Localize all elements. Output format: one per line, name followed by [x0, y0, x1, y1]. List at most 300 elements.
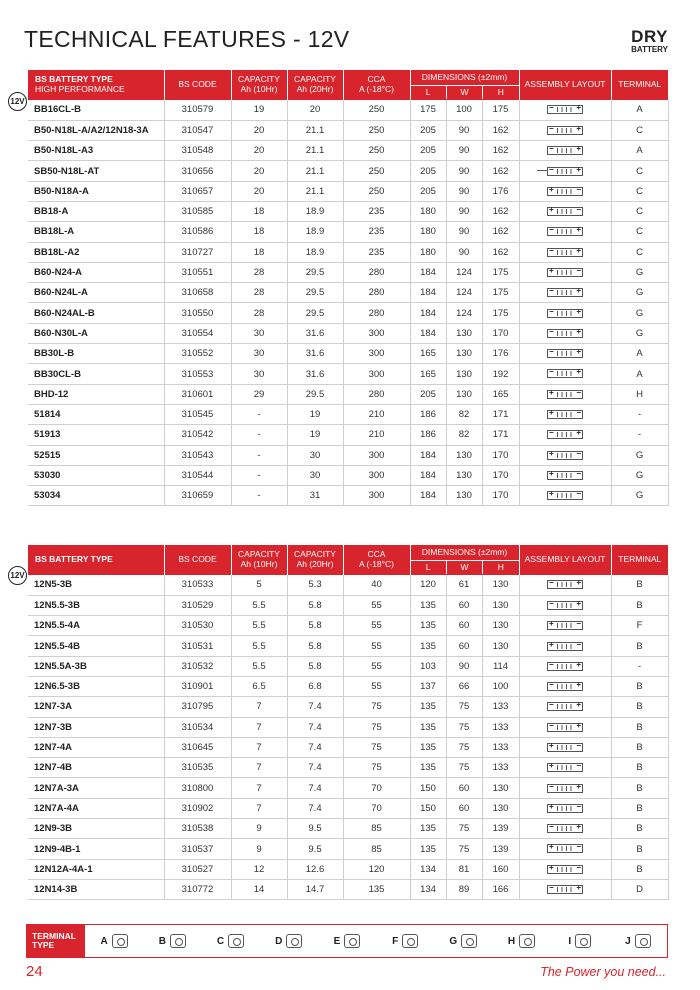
- terminal-letter: B: [158, 935, 166, 947]
- bs-code: 310656: [164, 161, 231, 181]
- capacity-20hr: 5.8: [287, 616, 343, 636]
- capacity-10hr: -: [231, 445, 287, 465]
- cca: 300: [343, 323, 410, 343]
- bs-code: 310530: [164, 616, 231, 636]
- dim-w: 82: [446, 425, 482, 445]
- battery-layout-icon: + −: [549, 184, 582, 194]
- dim-h: 130: [482, 798, 519, 818]
- capacity-20hr: 31: [287, 486, 343, 506]
- dim-w: 90: [446, 201, 482, 221]
- bs-code: 310902: [164, 798, 231, 818]
- dim-l: 165: [410, 364, 446, 384]
- dim-h: 130: [482, 778, 519, 798]
- col-dimensions: DIMENSIONS (±2mm) L W H: [410, 545, 519, 575]
- battery-type: B60-N24L-A: [28, 283, 164, 303]
- capacity-10hr: 5: [231, 575, 287, 595]
- cca: 55: [343, 656, 410, 676]
- cca: 250: [343, 181, 410, 201]
- capacity-10hr: 30: [231, 364, 287, 384]
- dim-w: 60: [446, 778, 482, 798]
- capacity-20hr: 5.8: [287, 636, 343, 656]
- dim-l: 205: [410, 141, 446, 161]
- assembly-layout: [519, 161, 611, 181]
- terminal-type: F: [611, 616, 668, 636]
- dim-w: 130: [446, 364, 482, 384]
- terminal-type: -: [611, 404, 668, 424]
- capacity-10hr: 5.5: [231, 636, 287, 656]
- dim-l: 120: [410, 575, 446, 595]
- table-row: [28, 201, 668, 221]
- assembly-layout: [519, 798, 611, 818]
- table-row: [28, 283, 668, 303]
- assembly-layout: [519, 778, 611, 798]
- bs-code: 310586: [164, 222, 231, 242]
- terminal-type: B: [611, 798, 668, 818]
- dim-h: 175: [482, 100, 519, 120]
- assembly-layout: [519, 283, 611, 303]
- table-row: [28, 120, 668, 140]
- terminal-type: C: [611, 222, 668, 242]
- battery-type: 12N5.5-4A: [28, 616, 164, 636]
- dim-h: 139: [482, 839, 519, 859]
- terminal-type: B: [611, 758, 668, 778]
- battery-layout-icon: − +: [549, 367, 582, 377]
- battery-type: B60-N24-A: [28, 262, 164, 282]
- dim-w: 90: [446, 656, 482, 676]
- terminal-type: A: [611, 100, 668, 120]
- terminal-type: A: [611, 364, 668, 384]
- dim-w: 60: [446, 636, 482, 656]
- dim-h: 100: [482, 676, 519, 696]
- cca: 40: [343, 575, 410, 595]
- dim-l: 165: [410, 344, 446, 364]
- battery-layout-icon: − +: [549, 883, 582, 893]
- table-row: [28, 656, 668, 676]
- battery-layout-icon: + −: [549, 862, 582, 872]
- battery-layout-icon: − +: [549, 123, 582, 133]
- terminal-type: B: [611, 737, 668, 757]
- bs-code: 310659: [164, 486, 231, 506]
- battery-layout-icon: − +: [549, 103, 582, 113]
- dim-l: 184: [410, 283, 446, 303]
- capacity-10hr: 18: [231, 201, 287, 221]
- battery-layout-icon: − +: [549, 144, 582, 154]
- table-row: [28, 364, 668, 384]
- dim-w: 75: [446, 697, 482, 717]
- dim-l: 184: [410, 323, 446, 343]
- terminal-type: C: [611, 120, 668, 140]
- dim-l: 134: [410, 859, 446, 879]
- assembly-layout: [519, 201, 611, 221]
- badge-dry: DRY: [631, 27, 668, 46]
- dim-h: 170: [482, 465, 519, 485]
- terminal-legend-item: [143, 925, 201, 957]
- cca: 250: [343, 120, 410, 140]
- dim-l: 180: [410, 222, 446, 242]
- dim-l: 180: [410, 201, 446, 221]
- battery-layout-icon: + −: [549, 408, 582, 418]
- terminal-type: B: [611, 839, 668, 859]
- dim-l: 184: [410, 445, 446, 465]
- dim-l: 184: [410, 486, 446, 506]
- dim-l: 135: [410, 616, 446, 636]
- terminal-type-label: TERMINAL TYPE: [27, 925, 85, 957]
- cca: 300: [343, 344, 410, 364]
- capacity-10hr: 9: [231, 819, 287, 839]
- assembly-layout: [519, 181, 611, 201]
- dim-w: 130: [446, 323, 482, 343]
- bs-code: 310772: [164, 879, 231, 899]
- dim-w: 100: [446, 100, 482, 120]
- table-row: [28, 717, 668, 737]
- battery-type: B50-N18L-A3: [28, 141, 164, 161]
- battery-layout-icon: + −: [549, 639, 582, 649]
- battery-type: 12N5.5-3B: [28, 595, 164, 615]
- dim-l: 135: [410, 819, 446, 839]
- bs-code: 310550: [164, 303, 231, 323]
- bs-code: 310795: [164, 697, 231, 717]
- col-code: BS CODE: [164, 545, 231, 575]
- table-row: [28, 425, 668, 445]
- terminal-type: B: [611, 819, 668, 839]
- battery-layout-icon: + −: [549, 387, 582, 397]
- terminal-type: B: [611, 636, 668, 656]
- spec-table-standard: [28, 545, 669, 900]
- capacity-10hr: 7: [231, 758, 287, 778]
- cca: 85: [343, 839, 410, 859]
- capacity-10hr: 14: [231, 879, 287, 899]
- assembly-layout: [519, 222, 611, 242]
- battery-type: 12N14-3B: [28, 879, 164, 899]
- assembly-layout: [519, 404, 611, 424]
- dim-w: 81: [446, 859, 482, 879]
- assembly-layout: [519, 697, 611, 717]
- dim-l: 137: [410, 676, 446, 696]
- col-cca: CCA A (-18°C): [343, 70, 410, 100]
- terminal-icon: [519, 934, 535, 948]
- cca: 70: [343, 778, 410, 798]
- capacity-10hr: 7: [231, 778, 287, 798]
- battery-layout-icon: − +: [549, 326, 582, 336]
- dim-w: 124: [446, 303, 482, 323]
- table-row: [28, 262, 668, 282]
- battery-layout-icon: + −: [549, 801, 582, 811]
- terminal-letter: J: [625, 935, 631, 947]
- bs-code: 310544: [164, 465, 231, 485]
- capacity-20hr: 19: [287, 404, 343, 424]
- assembly-layout: [519, 839, 611, 859]
- dim-h: 160: [482, 859, 519, 879]
- table-row: [28, 819, 668, 839]
- dim-w: 60: [446, 595, 482, 615]
- capacity-10hr: 7: [231, 697, 287, 717]
- terminal-icon: [228, 934, 244, 948]
- dim-w: 90: [446, 222, 482, 242]
- bs-code: 310551: [164, 262, 231, 282]
- dim-w: 90: [446, 141, 482, 161]
- cca: 250: [343, 141, 410, 161]
- table-row: [28, 676, 668, 696]
- terminal-type: -: [611, 425, 668, 445]
- dim-h: 171: [482, 425, 519, 445]
- battery-layout-icon: − +: [549, 781, 582, 791]
- assembly-layout: [519, 859, 611, 879]
- dim-l: 150: [410, 798, 446, 818]
- assembly-layout: [519, 344, 611, 364]
- capacity-10hr: -: [231, 465, 287, 485]
- dim-w: 90: [446, 161, 482, 181]
- spec-table-high-performance: [28, 70, 669, 506]
- dim-h: 165: [482, 384, 519, 404]
- assembly-layout: [519, 323, 611, 343]
- dim-w: 130: [446, 344, 482, 364]
- capacity-20hr: 31.6: [287, 323, 343, 343]
- terminal-letter: A: [100, 935, 108, 947]
- terminal-type: B: [611, 859, 668, 879]
- battery-layout-icon: − +: [549, 347, 582, 357]
- table-row: [28, 778, 668, 798]
- battery-type: BHD-12: [28, 384, 164, 404]
- dim-l: 150: [410, 778, 446, 798]
- capacity-10hr: 5.5: [231, 595, 287, 615]
- assembly-layout: [519, 445, 611, 465]
- dry-battery-badge: [631, 28, 668, 54]
- capacity-10hr: 12: [231, 859, 287, 879]
- cca: 55: [343, 636, 410, 656]
- table-row: [28, 100, 668, 120]
- col-layout: ASSEMBLY LAYOUT: [519, 70, 611, 100]
- table-row: [28, 445, 668, 465]
- battery-layout-icon: − +: [549, 700, 582, 710]
- terminal-legend-item: [376, 925, 434, 957]
- cca: 235: [343, 222, 410, 242]
- col-cca: CCA A (-18°C): [343, 545, 410, 575]
- dim-h: 139: [482, 819, 519, 839]
- battery-type: SB50-N18L-AT: [28, 161, 164, 181]
- bs-code: 310542: [164, 425, 231, 445]
- capacity-10hr: 6.5: [231, 676, 287, 696]
- battery-layout-icon: + −: [549, 205, 582, 215]
- dim-h: 175: [482, 262, 519, 282]
- dim-w: 75: [446, 717, 482, 737]
- dim-h: 133: [482, 758, 519, 778]
- assembly-layout: [519, 656, 611, 676]
- assembly-layout: [519, 303, 611, 323]
- dim-h: 166: [482, 879, 519, 899]
- battery-type: BB30L-B: [28, 344, 164, 364]
- page-number: 24: [26, 963, 43, 980]
- battery-layout-icon: + −: [549, 619, 582, 629]
- dim-w: 61: [446, 575, 482, 595]
- battery-type: 51913: [28, 425, 164, 445]
- battery-type: 12N6.5-3B: [28, 676, 164, 696]
- battery-layout-icon: + −: [549, 842, 582, 852]
- capacity-10hr: 20: [231, 141, 287, 161]
- bs-code: 310538: [164, 819, 231, 839]
- battery-type: 12N7-3B: [28, 717, 164, 737]
- capacity-10hr: 7: [231, 798, 287, 818]
- dim-h: 130: [482, 636, 519, 656]
- dim-w: 130: [446, 445, 482, 465]
- dim-w: 130: [446, 486, 482, 506]
- table-row: [28, 636, 668, 656]
- cca: 300: [343, 465, 410, 485]
- assembly-layout: [519, 141, 611, 161]
- dim-w: 75: [446, 737, 482, 757]
- battery-layout-icon: − +: [549, 578, 582, 588]
- bs-code: 310547: [164, 120, 231, 140]
- dim-h: 176: [482, 181, 519, 201]
- capacity-10hr: 30: [231, 344, 287, 364]
- cca: 75: [343, 758, 410, 778]
- assembly-layout: [519, 465, 611, 485]
- dim-w: 82: [446, 404, 482, 424]
- bs-code: 310552: [164, 344, 231, 364]
- terminal-icon: [402, 934, 418, 948]
- terminal-type: G: [611, 262, 668, 282]
- dim-w: 124: [446, 283, 482, 303]
- battery-type: 12N7-4B: [28, 758, 164, 778]
- table-row: [28, 879, 668, 899]
- cca: 75: [343, 697, 410, 717]
- bs-code: 310537: [164, 839, 231, 859]
- cca: 280: [343, 262, 410, 282]
- terminal-type: B: [611, 575, 668, 595]
- table-row: [28, 384, 668, 404]
- cca: 135: [343, 879, 410, 899]
- battery-type: 12N5.5A-3B: [28, 656, 164, 676]
- terminal-type: C: [611, 181, 668, 201]
- capacity-20hr: 29.5: [287, 384, 343, 404]
- voltage-badge-icon: 12V: [8, 92, 27, 111]
- terminal-type: C: [611, 161, 668, 181]
- col-dimensions: DIMENSIONS (±2mm) L W H: [410, 70, 519, 100]
- battery-type: B60-N30L-A: [28, 323, 164, 343]
- assembly-layout: [519, 384, 611, 404]
- battery-layout-icon: + −: [549, 741, 582, 750]
- cca: 235: [343, 242, 410, 262]
- page-title: TECHNICAL FEATURES - 12V: [24, 26, 350, 52]
- capacity-20hr: 7.4: [287, 737, 343, 757]
- terminal-icon: [344, 934, 360, 948]
- battery-type: 52515: [28, 445, 164, 465]
- dim-l: 135: [410, 717, 446, 737]
- battery-type: BB18L-A: [28, 222, 164, 242]
- cca: 280: [343, 303, 410, 323]
- terminal-type: D: [611, 879, 668, 899]
- dim-l: 184: [410, 303, 446, 323]
- battery-layout-icon: − +: [549, 659, 582, 669]
- dim-w: 75: [446, 819, 482, 839]
- terminal-legend-item: [260, 925, 318, 957]
- cca: 210: [343, 404, 410, 424]
- badge-battery: BATTERY: [631, 45, 668, 54]
- battery-layout-icon: − +: [549, 680, 582, 690]
- bs-code: 310727: [164, 242, 231, 262]
- battery-layout-icon: − +: [549, 428, 582, 438]
- col-cap20: CAPACITY Ah (20Hr): [287, 545, 343, 575]
- capacity-10hr: 20: [231, 120, 287, 140]
- terminal-icon: [286, 934, 302, 948]
- cca: 250: [343, 100, 410, 120]
- dim-h: 162: [482, 161, 519, 181]
- battery-type: 12N5.5-4B: [28, 636, 164, 656]
- assembly-layout: [519, 879, 611, 899]
- capacity-20hr: 7.4: [287, 798, 343, 818]
- bs-code: 310529: [164, 595, 231, 615]
- bs-code: 310543: [164, 445, 231, 465]
- battery-type: 51814: [28, 404, 164, 424]
- assembly-layout: [519, 100, 611, 120]
- cca: 280: [343, 384, 410, 404]
- bs-code: 310532: [164, 656, 231, 676]
- dim-w: 90: [446, 242, 482, 262]
- capacity-20hr: 5.8: [287, 595, 343, 615]
- dim-l: 135: [410, 839, 446, 859]
- dim-h: 162: [482, 141, 519, 161]
- dim-w: 66: [446, 676, 482, 696]
- col-terminal: TERMINAL: [611, 545, 668, 575]
- table-row: [28, 595, 668, 615]
- battery-type: 12N7-3A: [28, 697, 164, 717]
- dim-w: 89: [446, 879, 482, 899]
- capacity-20hr: 7.4: [287, 778, 343, 798]
- dim-l: 184: [410, 465, 446, 485]
- capacity-20hr: 21.1: [287, 141, 343, 161]
- col-type: BS BATTERY TYPE: [28, 545, 164, 575]
- capacity-20hr: 5.3: [287, 575, 343, 595]
- capacity-10hr: 5.5: [231, 656, 287, 676]
- dim-w: 130: [446, 465, 482, 485]
- capacity-10hr: 7: [231, 737, 287, 757]
- battery-type: 12N7A-3A: [28, 778, 164, 798]
- dim-l: 134: [410, 879, 446, 899]
- col-cap10: CAPACITY Ah (10Hr): [231, 70, 287, 100]
- dim-h: 162: [482, 242, 519, 262]
- assembly-layout: [519, 262, 611, 282]
- dim-w: 75: [446, 758, 482, 778]
- table-row: [28, 141, 668, 161]
- battery-type: 53030: [28, 465, 164, 485]
- battery-type: B60-N24AL-B: [28, 303, 164, 323]
- dim-w: 90: [446, 120, 482, 140]
- battery-type: B50-N18L-A/A2/12N18-3A: [28, 120, 164, 140]
- battery-layout-icon: + −: [549, 489, 582, 499]
- terminal-letter: D: [275, 935, 283, 947]
- capacity-20hr: 9.5: [287, 819, 343, 839]
- bs-code: 310534: [164, 717, 231, 737]
- capacity-10hr: 7: [231, 717, 287, 737]
- capacity-20hr: 7.4: [287, 697, 343, 717]
- cca: 55: [343, 595, 410, 615]
- capacity-10hr: 28: [231, 283, 287, 303]
- dim-l: 135: [410, 758, 446, 778]
- battery-type: 12N12A-4A-1: [28, 859, 164, 879]
- capacity-10hr: 9: [231, 839, 287, 859]
- terminal-legend-item: [318, 925, 376, 957]
- table-row: [28, 465, 668, 485]
- battery-type: BB18L-A2: [28, 242, 164, 262]
- bs-code: 310800: [164, 778, 231, 798]
- terminal-type: H: [611, 384, 668, 404]
- terminal-type: G: [611, 323, 668, 343]
- table-row: [28, 798, 668, 818]
- assembly-layout: [519, 486, 611, 506]
- battery-layout-icon: + −: [549, 266, 582, 275]
- terminal-icon: [575, 934, 591, 948]
- dim-l: 180: [410, 242, 446, 262]
- capacity-10hr: 5.5: [231, 616, 287, 636]
